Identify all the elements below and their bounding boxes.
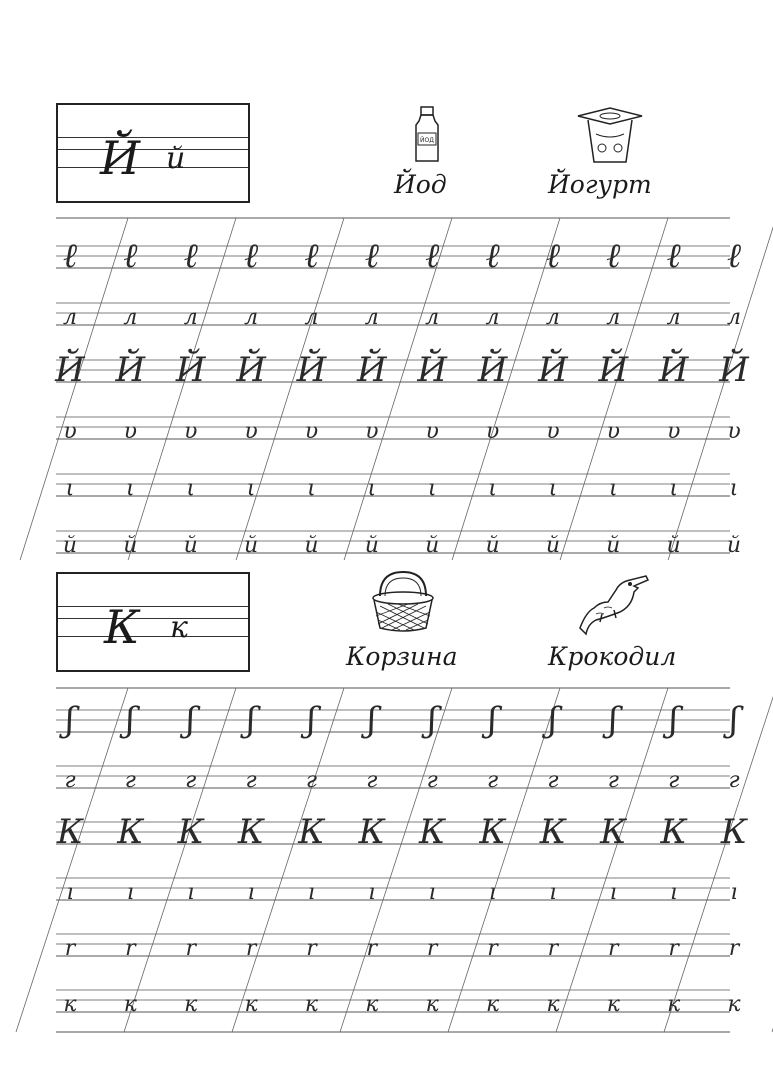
practice-glyph: υ	[485, 419, 500, 444]
practice-glyph: ι	[729, 476, 739, 501]
practice-glyph: ℓ	[425, 236, 440, 276]
practice-glyph: ı	[670, 880, 678, 905]
practice-glyph: К	[720, 812, 748, 852]
practice-glyph: r	[547, 936, 559, 961]
practice-glyph: ı	[126, 880, 134, 905]
practice-glyph: r	[245, 936, 257, 961]
practice-glyph: к	[184, 992, 198, 1017]
practice-glyph: К	[479, 812, 506, 852]
practice-glyph: υ	[244, 419, 258, 444]
practice-glyph: л	[425, 305, 440, 330]
word-korzina: Корзина	[346, 642, 458, 671]
practice-glyph: л	[62, 305, 78, 330]
practice-glyph: r	[125, 936, 136, 961]
practice-glyph: ι	[488, 476, 497, 501]
practice-glyph: r	[487, 936, 498, 961]
practice-glyph: л	[183, 305, 198, 330]
practice-glyph: ı	[368, 880, 376, 905]
practice-glyph: r	[608, 936, 619, 961]
section-letter-k	[0, 560, 773, 1080]
practice-glyph: υ	[365, 419, 379, 444]
practice-glyph: л	[364, 305, 379, 330]
practice-glyph: ʃ	[186, 700, 196, 740]
practice-glyph: υ	[425, 419, 439, 444]
practice-glyph: ℓ	[123, 236, 138, 276]
capital-letter: Й	[100, 131, 141, 185]
practice-glyph: л	[123, 305, 138, 330]
practice-glyph: ℓ	[545, 236, 560, 276]
practice-glyph: Й	[356, 350, 387, 390]
practice-glyph: υ	[727, 419, 741, 444]
practice-glyph: ʃ	[729, 700, 739, 740]
practice-glyph: υ	[546, 419, 560, 444]
practice-glyph: r	[306, 936, 317, 961]
practice-glyph: й	[666, 533, 681, 558]
practice-glyph: л	[545, 305, 560, 330]
practice-glyph: ℓ	[62, 236, 78, 276]
practice-glyph: й	[485, 533, 500, 558]
practice-glyph: ℓ	[666, 236, 681, 276]
practice-glyph: К	[56, 812, 84, 852]
practice-glyph: r	[728, 936, 740, 961]
practice-glyph: К	[539, 812, 567, 852]
practice-glyph: Й	[598, 350, 629, 390]
practice-glyph: г	[366, 768, 378, 793]
practice-glyph: к	[123, 992, 137, 1017]
practice-glyph: ι	[246, 476, 256, 501]
practice-glyph: К	[419, 812, 446, 852]
iodine-bottle-icon	[412, 105, 442, 169]
practice-glyph: υ	[123, 419, 138, 444]
practice-glyph: υ	[304, 419, 319, 444]
word-yod: Йод	[394, 170, 447, 199]
practice-glyph: к	[606, 992, 620, 1017]
practice-glyph: К	[117, 812, 144, 852]
practice-glyph: ι	[608, 476, 618, 501]
bottle-label: ЙОД	[420, 137, 434, 144]
practice-grid-y-short	[0, 210, 773, 560]
practice-glyph: л	[304, 305, 319, 330]
practice-glyph: ʃ	[548, 700, 558, 740]
letter-box-k	[56, 572, 250, 672]
lowercase-letter: к	[170, 610, 188, 645]
practice-glyph: ℓ	[183, 236, 198, 276]
practice-glyph: л	[726, 305, 742, 330]
practice-glyph: г	[64, 768, 76, 793]
practice-glyph: к	[63, 992, 77, 1017]
practice-glyph: ʃ	[669, 700, 679, 740]
practice-glyph: ʃ	[65, 700, 75, 740]
practice-glyph: ι	[126, 476, 135, 501]
practice-glyph: й	[364, 533, 379, 558]
lowercase-letter: й	[166, 141, 186, 176]
practice-glyph: Й	[538, 350, 568, 390]
practice-glyph: υ	[666, 419, 681, 444]
word-yogurt: Йогурт	[548, 170, 652, 199]
practice-glyph: υ	[606, 419, 620, 444]
practice-grid-k	[0, 680, 773, 1060]
practice-glyph: к	[365, 992, 379, 1017]
practice-glyph: ı	[187, 880, 195, 905]
practice-glyph: ı	[549, 880, 557, 905]
practice-glyph: ℓ	[364, 236, 379, 276]
practice-glyph: К	[600, 812, 627, 852]
practice-glyph: ı	[247, 880, 255, 905]
practice-glyph: r	[64, 936, 76, 961]
practice-glyph: г	[245, 768, 257, 793]
practice-glyph: ι	[65, 476, 75, 501]
practice-glyph: г	[728, 768, 740, 793]
practice-glyph: υ	[63, 419, 77, 444]
crocodile-icon	[574, 568, 654, 642]
practice-glyph: ℓ	[485, 236, 500, 276]
practice-glyph: К	[177, 812, 204, 852]
practice-glyph: ı	[307, 880, 315, 905]
yogurt-cup-icon	[576, 104, 644, 170]
practice-glyph: к	[727, 992, 741, 1017]
practice-glyph: ℓ	[304, 236, 319, 276]
practice-glyph: к	[425, 992, 439, 1017]
practice-glyph: ℓ	[606, 236, 621, 276]
practice-glyph: л	[244, 305, 259, 330]
practice-glyph: к	[304, 992, 319, 1017]
practice-glyph: ι	[367, 476, 377, 501]
practice-glyph: й	[123, 533, 138, 558]
practice-glyph: ı	[730, 880, 738, 905]
practice-glyph: ι	[186, 476, 196, 501]
practice-glyph: К	[358, 812, 385, 852]
practice-glyph: й	[545, 533, 560, 558]
practice-glyph: г	[305, 768, 318, 793]
practice-glyph: К	[298, 812, 325, 852]
practice-glyph: К	[660, 812, 687, 852]
practice-glyph: Й	[719, 350, 749, 390]
practice-glyph: к	[546, 992, 560, 1017]
letter-box-y-short	[56, 103, 250, 203]
practice-glyph: ℓ	[244, 236, 259, 276]
practice-glyph: й	[726, 533, 742, 558]
practice-glyph: ı	[489, 880, 497, 905]
practice-glyph: υ	[184, 419, 198, 444]
practice-glyph: г	[607, 768, 619, 793]
practice-glyph: Й	[175, 350, 206, 390]
practice-glyph: ι	[669, 476, 678, 501]
practice-glyph: л	[606, 305, 621, 330]
practice-glyph: Й	[417, 350, 448, 390]
practice-glyph: ʃ	[367, 700, 377, 740]
practice-glyph: ı	[66, 880, 74, 905]
practice-glyph: к	[485, 992, 500, 1017]
practice-glyph: л	[666, 305, 681, 330]
practice-glyph: ı	[428, 880, 436, 905]
practice-glyph: ʃ	[427, 700, 437, 740]
practice-glyph: й	[62, 533, 78, 558]
practice-glyph: г	[185, 768, 197, 793]
practice-glyph: r	[426, 936, 438, 961]
capital-letter: К	[104, 600, 140, 654]
practice-glyph: r	[668, 936, 679, 961]
practice-glyph: ʃ	[246, 700, 256, 740]
practice-glyph: ı	[609, 880, 617, 905]
practice-glyph: ι	[427, 476, 437, 501]
practice-glyph: к	[244, 992, 258, 1017]
practice-glyph: r	[185, 936, 196, 961]
practice-glyph: ʃ	[125, 700, 135, 740]
practice-glyph: ι	[307, 476, 316, 501]
practice-glyph: й	[304, 533, 319, 558]
practice-glyph: Й	[55, 350, 85, 390]
practice-glyph: л	[485, 305, 500, 330]
practice-glyph: Й	[115, 350, 146, 390]
practice-glyph: ʃ	[306, 700, 317, 740]
practice-glyph: Й	[236, 350, 266, 390]
practice-glyph: й	[183, 533, 198, 558]
practice-glyph: й	[425, 533, 440, 558]
practice-glyph: Й	[477, 350, 508, 390]
basket-icon	[370, 568, 436, 638]
practice-glyph: г	[668, 768, 680, 793]
practice-glyph: ʃ	[487, 700, 498, 740]
practice-glyph: г	[486, 768, 499, 793]
practice-glyph: ℓ	[726, 236, 742, 276]
practice-glyph: ʃ	[608, 700, 618, 740]
practice-glyph: к	[667, 992, 681, 1017]
practice-glyph: г	[124, 768, 136, 793]
word-krokodil: Крокодил	[548, 642, 677, 671]
practice-glyph: ι	[548, 476, 558, 501]
practice-glyph: Й	[296, 350, 327, 390]
practice-glyph: r	[366, 936, 378, 961]
practice-glyph: г	[426, 768, 438, 793]
practice-glyph: Й	[658, 350, 689, 390]
practice-glyph: й	[244, 533, 259, 558]
practice-glyph: К	[237, 812, 265, 852]
practice-glyph: й	[606, 533, 621, 558]
practice-glyph: г	[547, 768, 559, 793]
